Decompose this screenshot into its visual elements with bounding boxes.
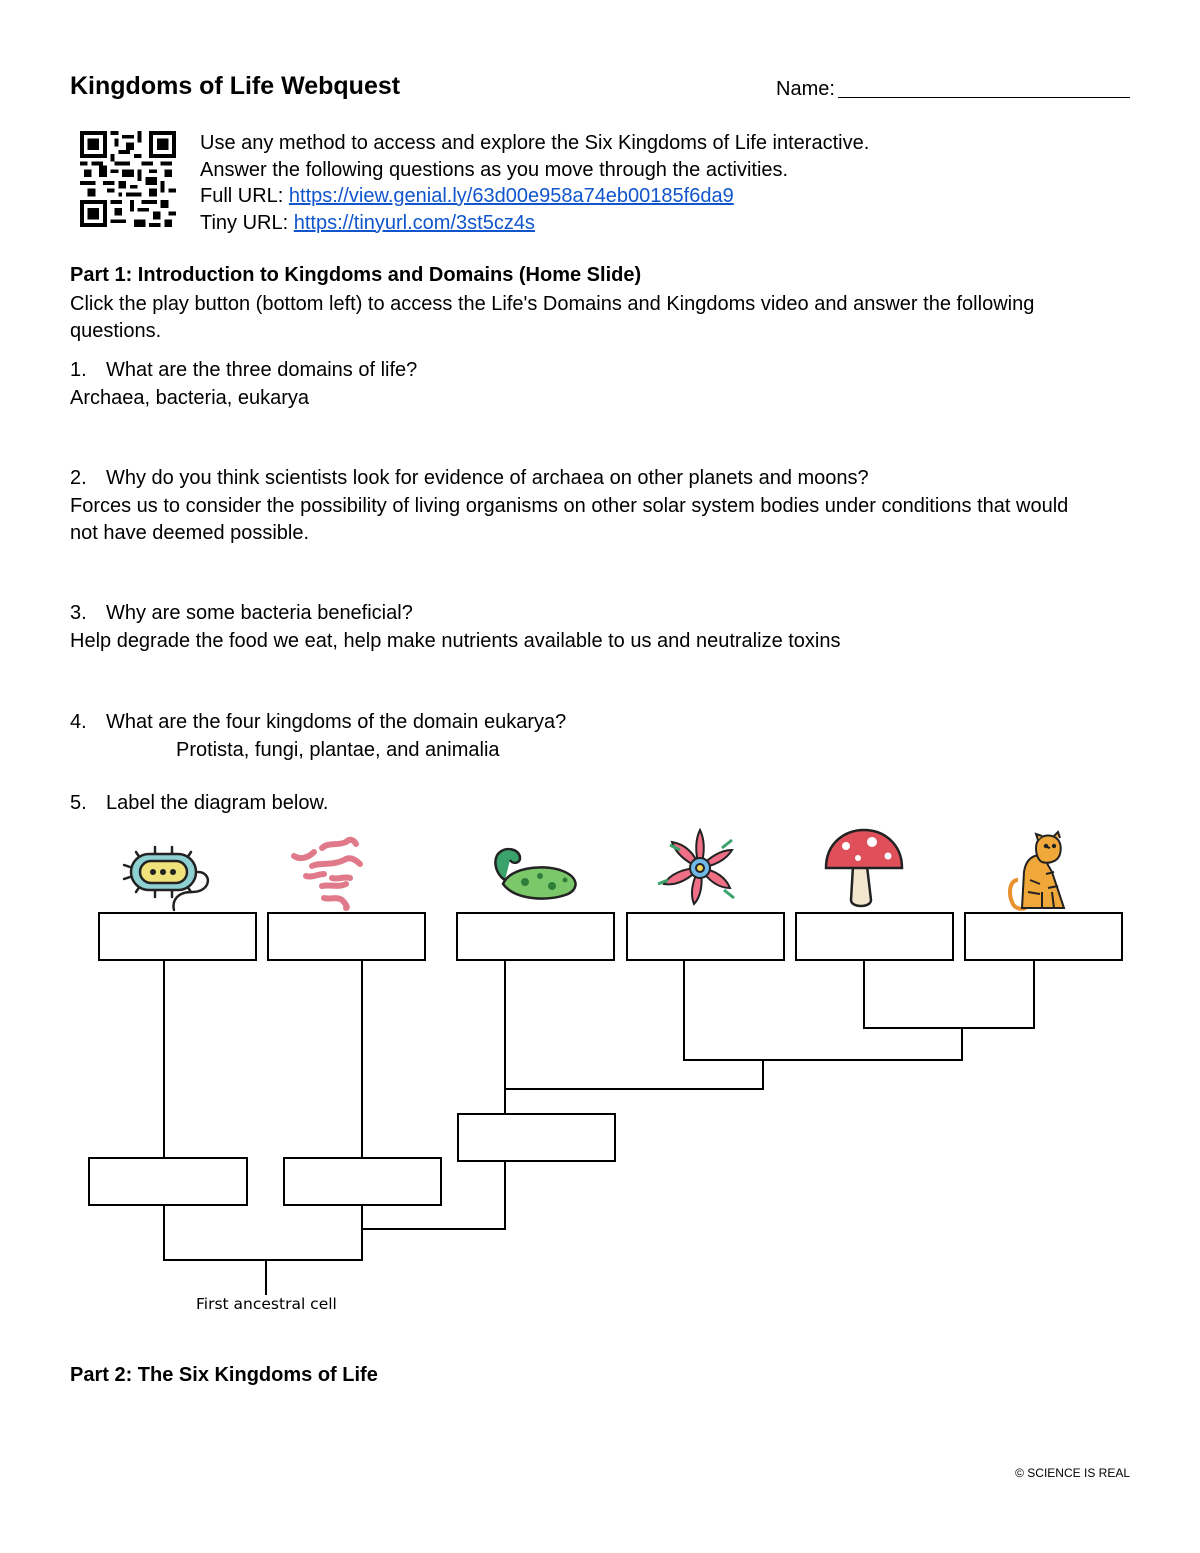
question-number: 3. <box>70 602 87 624</box>
answer-2[interactable]: Forces us to consider the possibility of living organisms on other solar system bodies under conditions that would not have deemed possible. <box>70 495 1069 544</box>
label-box-animalia[interactable] <box>965 913 1122 960</box>
page-title: Kingdoms of Life Webquest <box>70 72 401 100</box>
intro-line-2: Answer the following questions as you move through the activities. <box>200 158 789 181</box>
answer-1[interactable]: Archaea, bacteria, eukarya <box>70 387 310 409</box>
part1-instructions: Click the play button (bottom left) to access the Life's Domains and Kingdoms video and answer the following questions. <box>70 293 1035 342</box>
full-url-label: Full URL: <box>200 185 289 207</box>
bacterium-icon <box>124 847 208 910</box>
label-box-archaea-domain[interactable] <box>284 1158 441 1205</box>
label-box-bacteria[interactable] <box>99 913 256 960</box>
name-label: Name: <box>776 78 835 100</box>
copyright-footer: © SCIENCE IS REAL <box>1015 1466 1130 1480</box>
connector-line <box>684 960 962 1060</box>
question-text: Why are some bacteria beneficial? <box>106 602 413 624</box>
full-url-link[interactable]: https://view.genial.ly/63d00e958a74eb00185f6da9 <box>288 185 734 207</box>
answer-4[interactable]: Protista, fungi, plantae, and animalia <box>176 739 500 761</box>
question-text: What are the three domains of life? <box>106 359 418 381</box>
archaea-icon <box>294 840 360 908</box>
protist-icon <box>495 849 575 898</box>
question-number: 4. <box>70 711 87 733</box>
connector-line <box>505 1060 763 1089</box>
label-box-plantae[interactable] <box>627 913 784 960</box>
connector-line <box>164 1205 362 1260</box>
part1-heading: Part 1: Introduction to Kingdoms and Domains (Home Slide) <box>70 264 642 286</box>
label-box-protista[interactable] <box>457 913 614 960</box>
tiny-url-label: Tiny URL: <box>200 211 294 234</box>
question-number: 2. <box>70 467 87 489</box>
flower-icon <box>658 830 734 904</box>
question-text: What are the four kingdoms of the domain eukarya? <box>106 711 567 733</box>
tiny-url-link[interactable]: https://tinyurl.com/3st5cz4s <box>293 211 535 234</box>
label-box-archaea[interactable] <box>268 913 425 960</box>
tiger-icon <box>1010 832 1064 909</box>
ancestral-cell-label: First ancestral cell <box>196 1295 337 1313</box>
answer-3[interactable]: Help degrade the food we eat, help make nutrients available to us and neutralize toxins <box>70 630 841 652</box>
question-number: 5. <box>70 792 87 814</box>
question-text: Why do you think scientists look for evidence of archaea on other planets and moons? <box>106 467 869 489</box>
label-box-fungi[interactable] <box>796 913 953 960</box>
intro-line-1: Use any method to access and explore the Six Kingdoms of Life interactive. <box>200 132 870 154</box>
mushroom-icon <box>826 830 902 906</box>
question-number: 1. <box>70 359 87 381</box>
part2-heading: Part 2: The Six Kingdoms of Life <box>70 1364 378 1386</box>
question-text: Label the diagram below. <box>106 792 329 814</box>
label-box-bacteria-domain[interactable] <box>89 1158 247 1205</box>
label-box-eukarya-domain[interactable] <box>458 1114 615 1161</box>
connector-line <box>864 960 1034 1028</box>
